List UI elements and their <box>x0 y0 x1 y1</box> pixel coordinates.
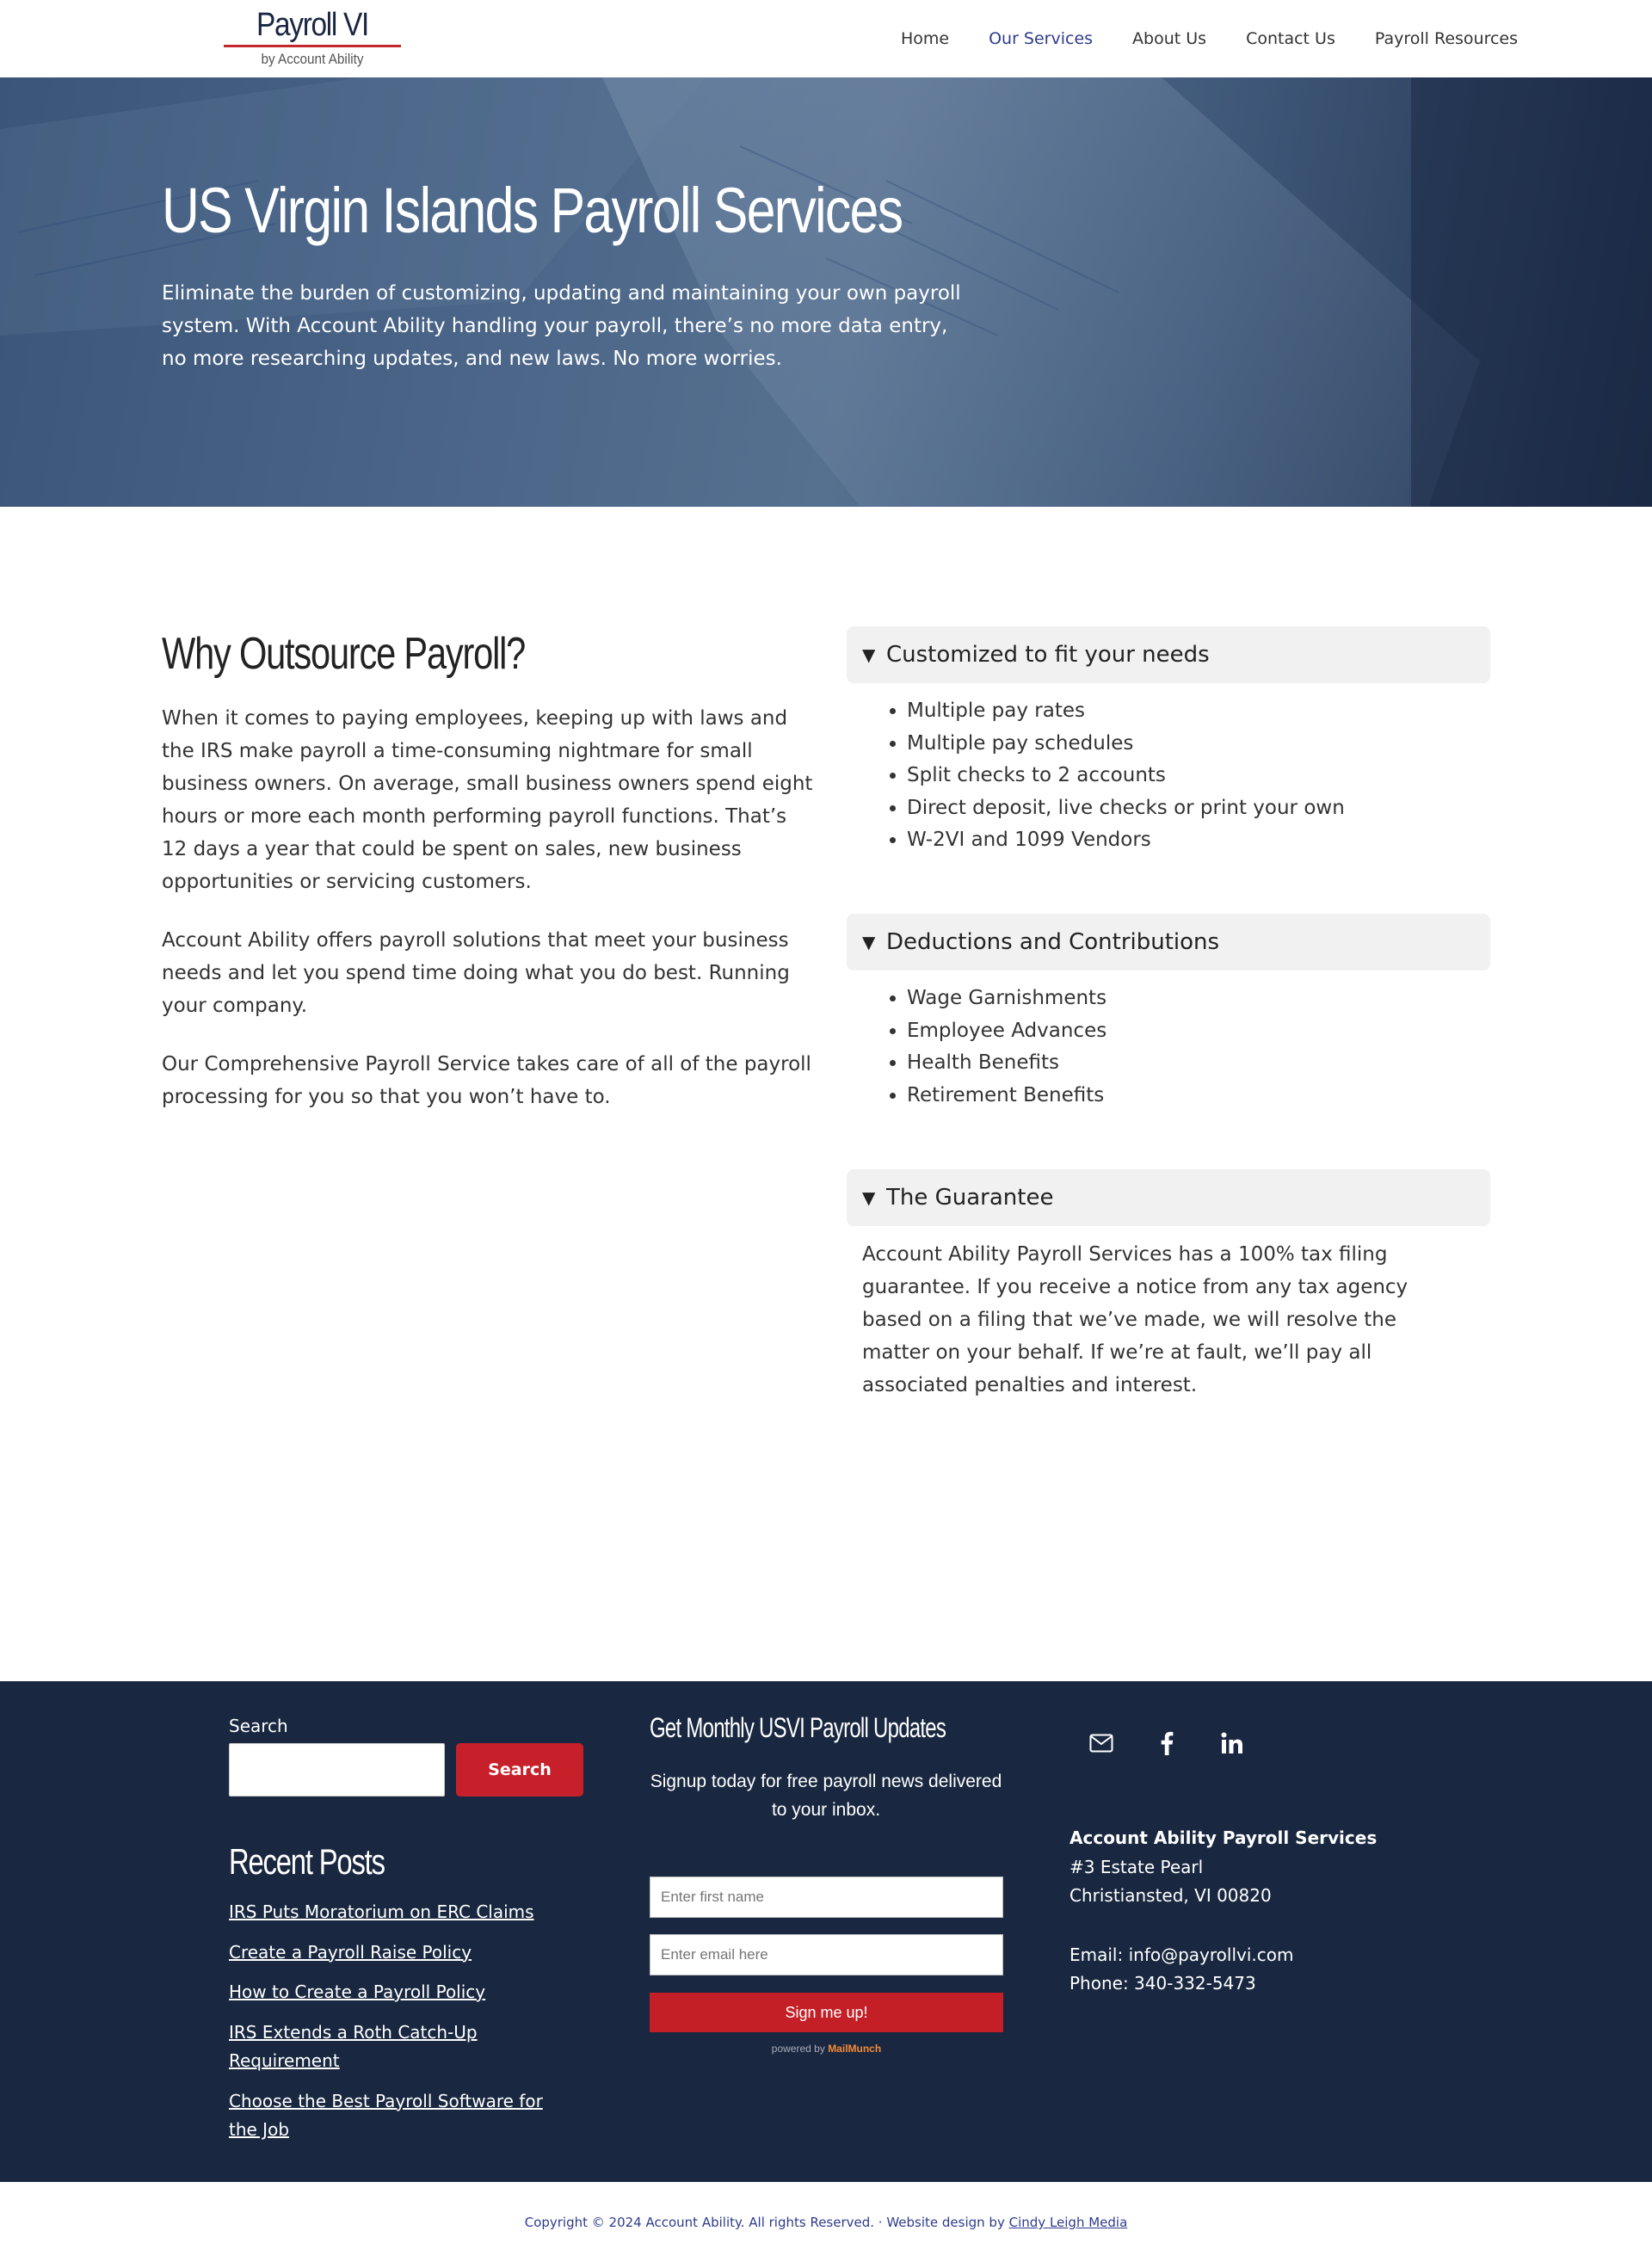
list-item: • Employee Advances <box>907 1015 1490 1048</box>
nav-about-us[interactable]: About Us <box>1132 29 1207 48</box>
recent-posts-list <box>229 1898 564 2156</box>
logo-title: Payroll VI <box>256 7 368 43</box>
copyright-text: Copyright © 2024 Account Ability. All rights Reserved. · Website design by <box>524 2215 1005 2230</box>
logo-divider <box>224 45 401 47</box>
main-nav <box>901 0 1518 77</box>
search-button[interactable]: Search <box>456 1743 583 1797</box>
hero-banner <box>0 77 1652 507</box>
intro-paragraph-3: Our Comprehensive Payroll Service takes care of all of the payroll processing for you so that you won’t have to. <box>162 1053 811 1108</box>
list-item: • Health Benefits <box>907 1047 1490 1080</box>
why-outsource-section <box>162 628 816 1113</box>
search-label: Search <box>229 1716 288 1736</box>
intro-paragraph-2: Account Ability offers payroll solutions that meet your business needs and let you spend time doing what you do best. Running your company. <box>162 929 790 1017</box>
linkedin-icon[interactable] <box>1215 1726 1249 1760</box>
intro-paragraph-1: When it comes to paying employees, keeping up with laws and the IRS make payroll a time-consuming nightmare for small business owners. On average, small business owners spend eight hours or more each month performing payroll functions. That’s 12 days a year that could be spent on sales, new business opportunities or servicing customers. <box>162 707 813 893</box>
site-footer <box>0 1681 1652 2182</box>
designer-link[interactable]: Cindy Leigh Media <box>1008 2215 1128 2230</box>
accordion-title: Deductions and Contributions <box>886 929 1220 955</box>
newsletter-description: Signup today for free payroll news delivered to your inbox. <box>650 1772 1002 1820</box>
newsletter-title: Get Monthly USVI Payroll Updates <box>650 1712 946 1743</box>
accordion-customized <box>847 626 1490 857</box>
email-input[interactable] <box>650 1934 1003 1975</box>
contact-phone[interactable]: Phone: 340-332-5473 <box>1069 1973 1256 1994</box>
list-item: • Direct deposit, live checks or print your own <box>907 792 1490 825</box>
nav-our-services[interactable]: Our Services <box>989 29 1094 48</box>
hero-title: US Virgin Islands Payroll Services <box>162 175 903 246</box>
accordion-deductions <box>847 914 1490 1112</box>
list-item: • Retirement Benefits <box>907 1080 1490 1112</box>
list-item: • W-2VI and 1099 Vendors <box>907 824 1490 857</box>
accordion-header-guarantee[interactable] <box>847 1169 1490 1226</box>
list-item: • Wage Garnishments <box>907 983 1490 1015</box>
logo-subtitle: by Account Ability <box>261 51 364 67</box>
list-item: • Split checks to 2 accounts <box>907 760 1490 792</box>
address-line-2: Christiansted, VI 00820 <box>1069 1885 1272 1906</box>
accordion-list <box>847 695 1490 857</box>
site-header <box>0 0 1652 77</box>
search-input[interactable] <box>229 1743 445 1797</box>
list-item: • Multiple pay rates <box>907 695 1490 728</box>
accordion-title: The Guarantee <box>886 1185 1054 1211</box>
company-name: Account Ability Payroll Services <box>1069 1827 1378 1848</box>
caret-down-icon: ▼ <box>862 932 876 952</box>
contact-email[interactable]: Email: info@payrollvi.com <box>1069 1944 1294 1965</box>
accordion-header-customized[interactable] <box>847 626 1490 683</box>
facebook-icon[interactable] <box>1150 1726 1184 1760</box>
contact-info <box>1069 1824 1377 1999</box>
site-logo[interactable] <box>222 5 403 71</box>
powered-by-prefix: powered by <box>771 2043 825 2055</box>
accordion-guarantee <box>847 1169 1490 1402</box>
email-icon[interactable] <box>1084 1726 1119 1760</box>
caret-down-icon: ▼ <box>862 644 876 665</box>
hero-description: Eliminate the burden of customizing, updating and maintaining your own payroll system. With Account Ability handling your payroll, there’s no more data entry, no more researching updates, and new laws. No more worries. <box>162 282 961 370</box>
powered-by-mailmunch[interactable] <box>650 2043 1003 2055</box>
social-links <box>1084 1726 1249 1760</box>
caret-down-icon: ▼ <box>862 1187 876 1208</box>
recent-post-link[interactable]: Create a Payroll Raise Policy <box>229 1941 472 1963</box>
signup-button[interactable]: Sign me up! <box>650 1993 1003 2032</box>
guarantee-text: Account Ability Payroll Services has a 100% tax filing guarantee. If you receive a notice from any tax agency based on a filing that we’ve made, we will resolve the matter on your behalf. If we’re at fault, we’ll pay all associated penalties and interest. <box>862 1243 1409 1396</box>
address-line-1: #3 Estate Pearl <box>1069 1856 1204 1877</box>
recent-post-link[interactable]: IRS Puts Moratorium on ERC Claims <box>229 1901 534 1922</box>
nav-home[interactable]: Home <box>900 29 950 48</box>
first-name-input[interactable] <box>650 1877 1003 1918</box>
accordion-list <box>847 983 1490 1112</box>
accordion-header-deductions[interactable] <box>847 914 1490 971</box>
recent-posts-title: Recent Posts <box>229 1841 385 1882</box>
list-item: • Multiple pay schedules <box>907 728 1490 761</box>
nav-contact-us[interactable]: Contact Us <box>1246 29 1335 48</box>
recent-post-link[interactable]: Choose the Best Payroll Software for the Job <box>229 2090 543 2140</box>
nav-payroll-resources[interactable]: Payroll Resources <box>1374 29 1518 48</box>
recent-post-link[interactable]: IRS Extends a Roth Catch-Up Requirement <box>229 2021 478 2071</box>
copyright-bar <box>0 2215 1652 2230</box>
section-heading: Why Outsource Payroll? <box>162 629 526 679</box>
accordion-title: Customized to fit your needs <box>886 642 1210 668</box>
recent-post-link[interactable]: How to Create a Payroll Policy <box>229 1981 486 2002</box>
mailmunch-brand: MailMunch <box>828 2043 882 2055</box>
